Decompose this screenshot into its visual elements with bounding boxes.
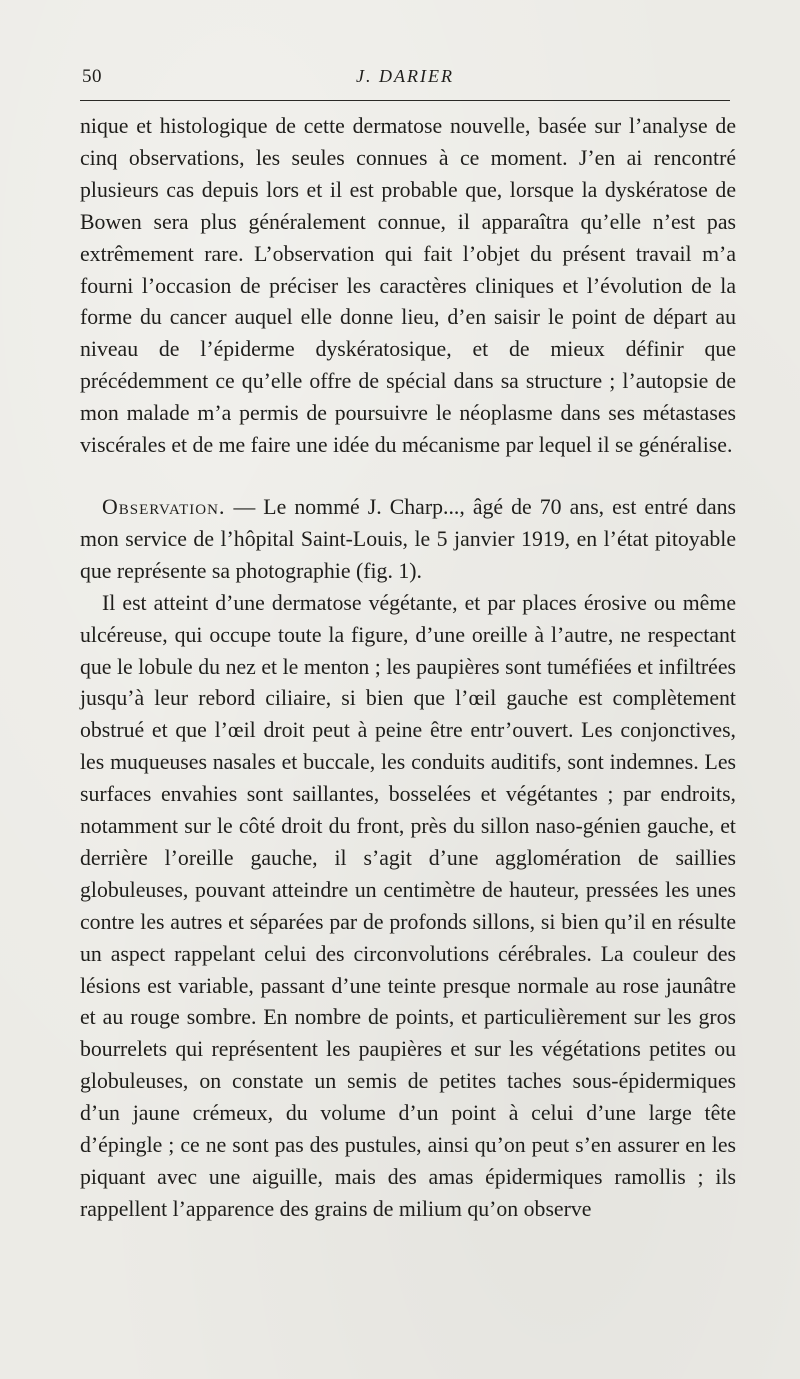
observation-text: — Le nommé J. Charp..., âgé de 70 ans, est entré dans mon service de l’hôpital Saint-Louis, le 5 janvier 1919, en l’état pitoyable que représente sa photographie (fig. 1). bbox=[80, 494, 736, 583]
paragraph-intro: nique et histologique de cette dermatose nouvelle, basée sur l’analyse de cinq observations, les seules connues à ce moment. J’en ai rencontré plusieurs cas depuis lors et il est probable que, lorsque la dyskératose de Bowen sera plus généralement connue, il apparaîtra qu’elle n’est pas extrêmement rare. L’observation qui fait l’objet du présent travail m’a fourni l’occasion de préciser les caractères cliniques et l’évolution de la forme du cancer auquel elle donne lieu, d’en saisir le point de départ au niveau de l’épiderme dyskératosique, et de mieux définir que précédemment ce qu’elle offre de spécial dans sa structure ; l’autopsie de mon malade m’a permis de poursuivre le néoplasme dans ses métastases viscérales et de me faire une idée du mécanisme par lequel il se généralise. bbox=[80, 114, 736, 458]
running-head bbox=[80, 66, 730, 96]
paragraph-description: Il est atteint d’une dermatose végétante, et par places érosive ou même ulcéreuse, qui occupe toute la figure, d’une oreille à l’autre, ne respectant que le lobule du nez et le menton ; les paupières sont tuméfiées et infiltrées jusqu’à leur rebord ciliaire, si bien que l’œil gauche est complètement obstrué et que l’œil droit peut à peine être entr’ouvert. Les conjonctives, les muqueuses nasales et buccale, les conduits auditifs, sont indemnes. Les surfaces envahies sont saillantes, bosselées et végétantes ; par endroits, notamment sur le côté droit du front, près du sillon naso-génien gauche, et derrière l’oreille gauche, il s’agit d’une agglomération de saillies globuleuses, pouvant atteindre un centimètre de hauteur, pressées les unes contre les autres et séparées par de profonds sillons, si bien qu’il en résulte un aspect rappelant celui des circonvolutions cérébrales. La couleur des lésions est variable, passant d’une teinte presque normale au rose jaunâtre et au rouge sombre. En nombre de points, et particulièrement sur les gros bourrelets qui représentent les paupières et sur les végétations petites ou globuleuses, on constate un semis de petites taches sous-épidermiques d’un jaune crémeux, du volume d’un point à celui d’une large tête d’épingle ; ce ne sont pas des pustules, ainsi qu’on peut s’en assurer en les piquant avec une aiguille, mais des amas épidermiques ramollis ; ils rappellent l’apparence des grains de milium qu’on observe bbox=[80, 590, 736, 1221]
observation-label: Observation. bbox=[102, 494, 226, 519]
paragraph-observation bbox=[80, 492, 736, 588]
header-rule bbox=[80, 100, 730, 101]
running-title: J. DARIER bbox=[356, 66, 454, 86]
body-text bbox=[80, 111, 736, 1226]
page-number: 50 bbox=[82, 66, 102, 87]
